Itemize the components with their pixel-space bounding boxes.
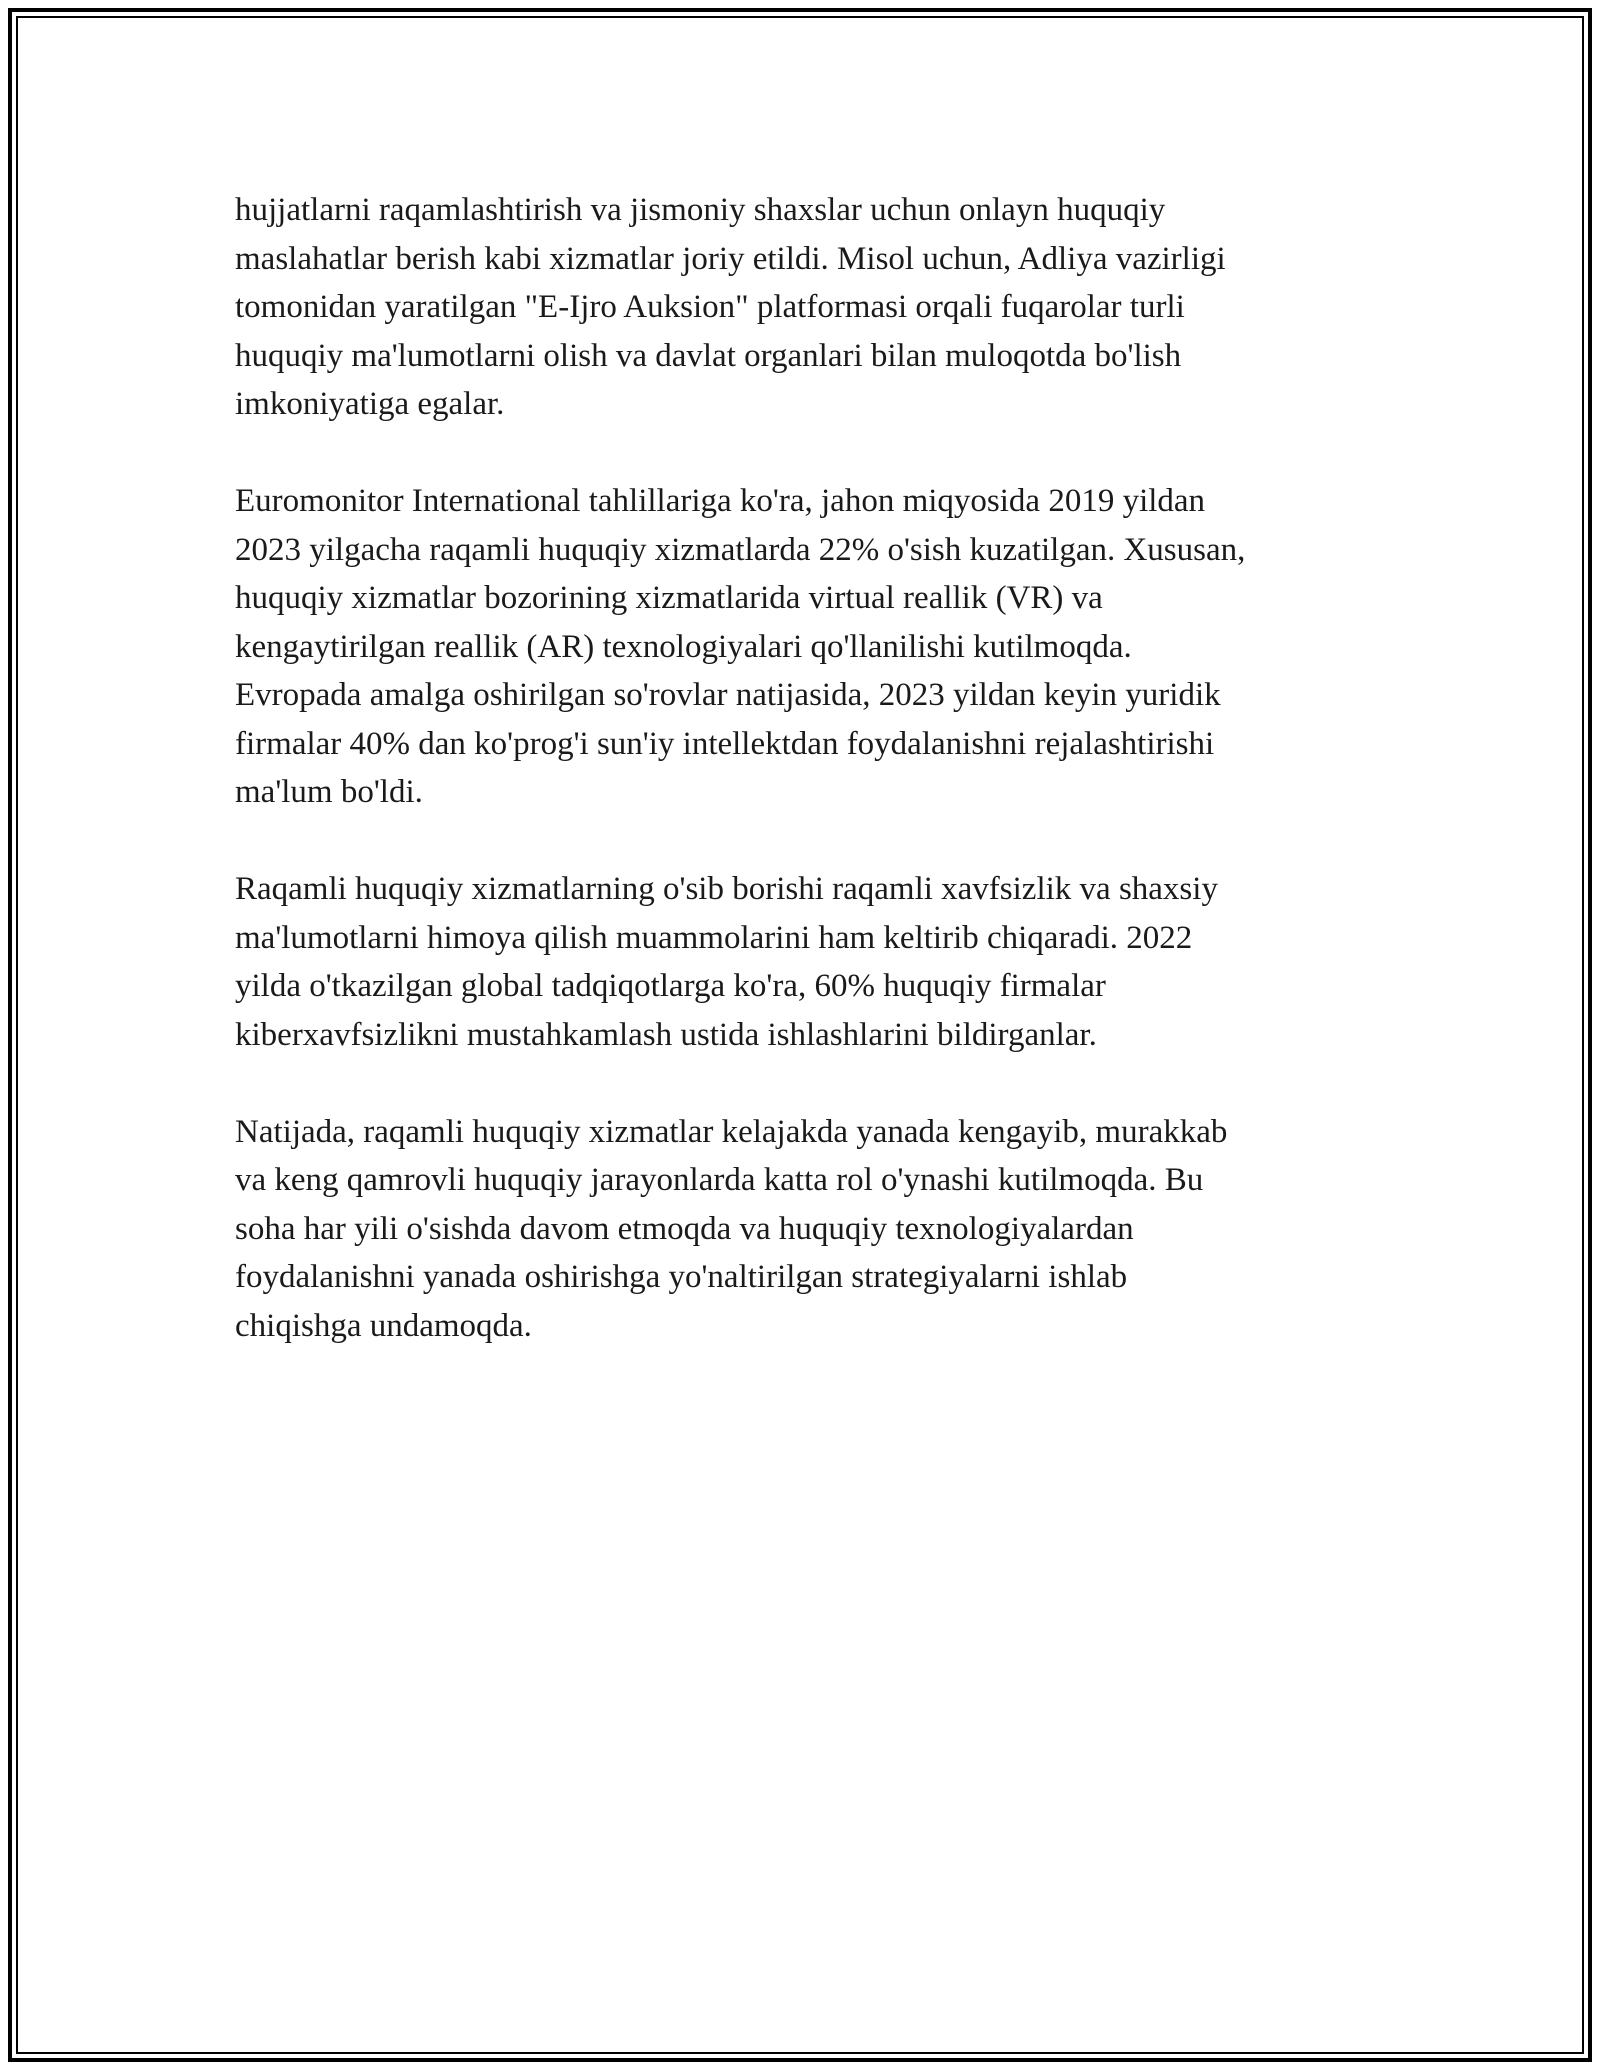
paragraph-2: Euromonitor International tahlillariga ko'ra, jahon miqyosida 2019 yildan 2023 yilgacha raqamli huquqiy xizmatlarda 22% o'sish kuzatilgan. Xususan, huquqiy xizmatlar bozorining xizmatlarida virtual reallik (VR) va kengaytirilgan reallik (AR) texnologiyalari qo'llanilishi kutilmoqda. Evropada amalga oshirilgan so'rovlar natijasida, 2023 yildan keyin yuridik firmalar 40% dan ko'prog'i sun'iy intellektdan foydalanishni rejalashtirishi ma'lum bo'ldi. [235,483,1246,810]
paragraph-3: Raqamli huquqiy xizmatlarning o'sib borishi raqamli xavfsizlik va shaxsiy ma'lumotlarni himoya qilish muammolarini ham keltirib chiqaradi. 2022 yilda o'tkazilgan global tadqiqotlarga ko'ra, 60% huquqiy firmalar kiberxavfsizlikni mustahkamlash ustida ishlashlarini bildirganlar. [235,871,1218,1053]
document-body [235,186,1385,1399]
paragraph-1: hujjatlarni raqamlashtirish va jismoniy shaxslar uchun onlayn huquqiy maslahatlar berish kabi xizmatlar joriy etildi. Misol uchun, Adliya vazirligi tomonidan yaratilgan "E-Ijro Auksion" platformasi orqali fuqarolar turli huquqiy ma'lumotlarni olish va davlat organlari bilan muloqotda bo'lish imkoniyatiga egalar. [235,192,1226,422]
paragraph-4: Natijada, raqamli huquqiy xizmatlar kelajakda yanada kengayib, murakkab va keng qamrovli huquqiy jarayonlarda katta rol o'ynashi kutilmoqda. Bu soha har yili o'sishda davom etmoqda va huquqiy texnologiyalardan foydalanishni yanada oshirishga yo'naltirilgan strategiyalarni ishlab chiqishga undamoqda. [235,1113,1228,1344]
